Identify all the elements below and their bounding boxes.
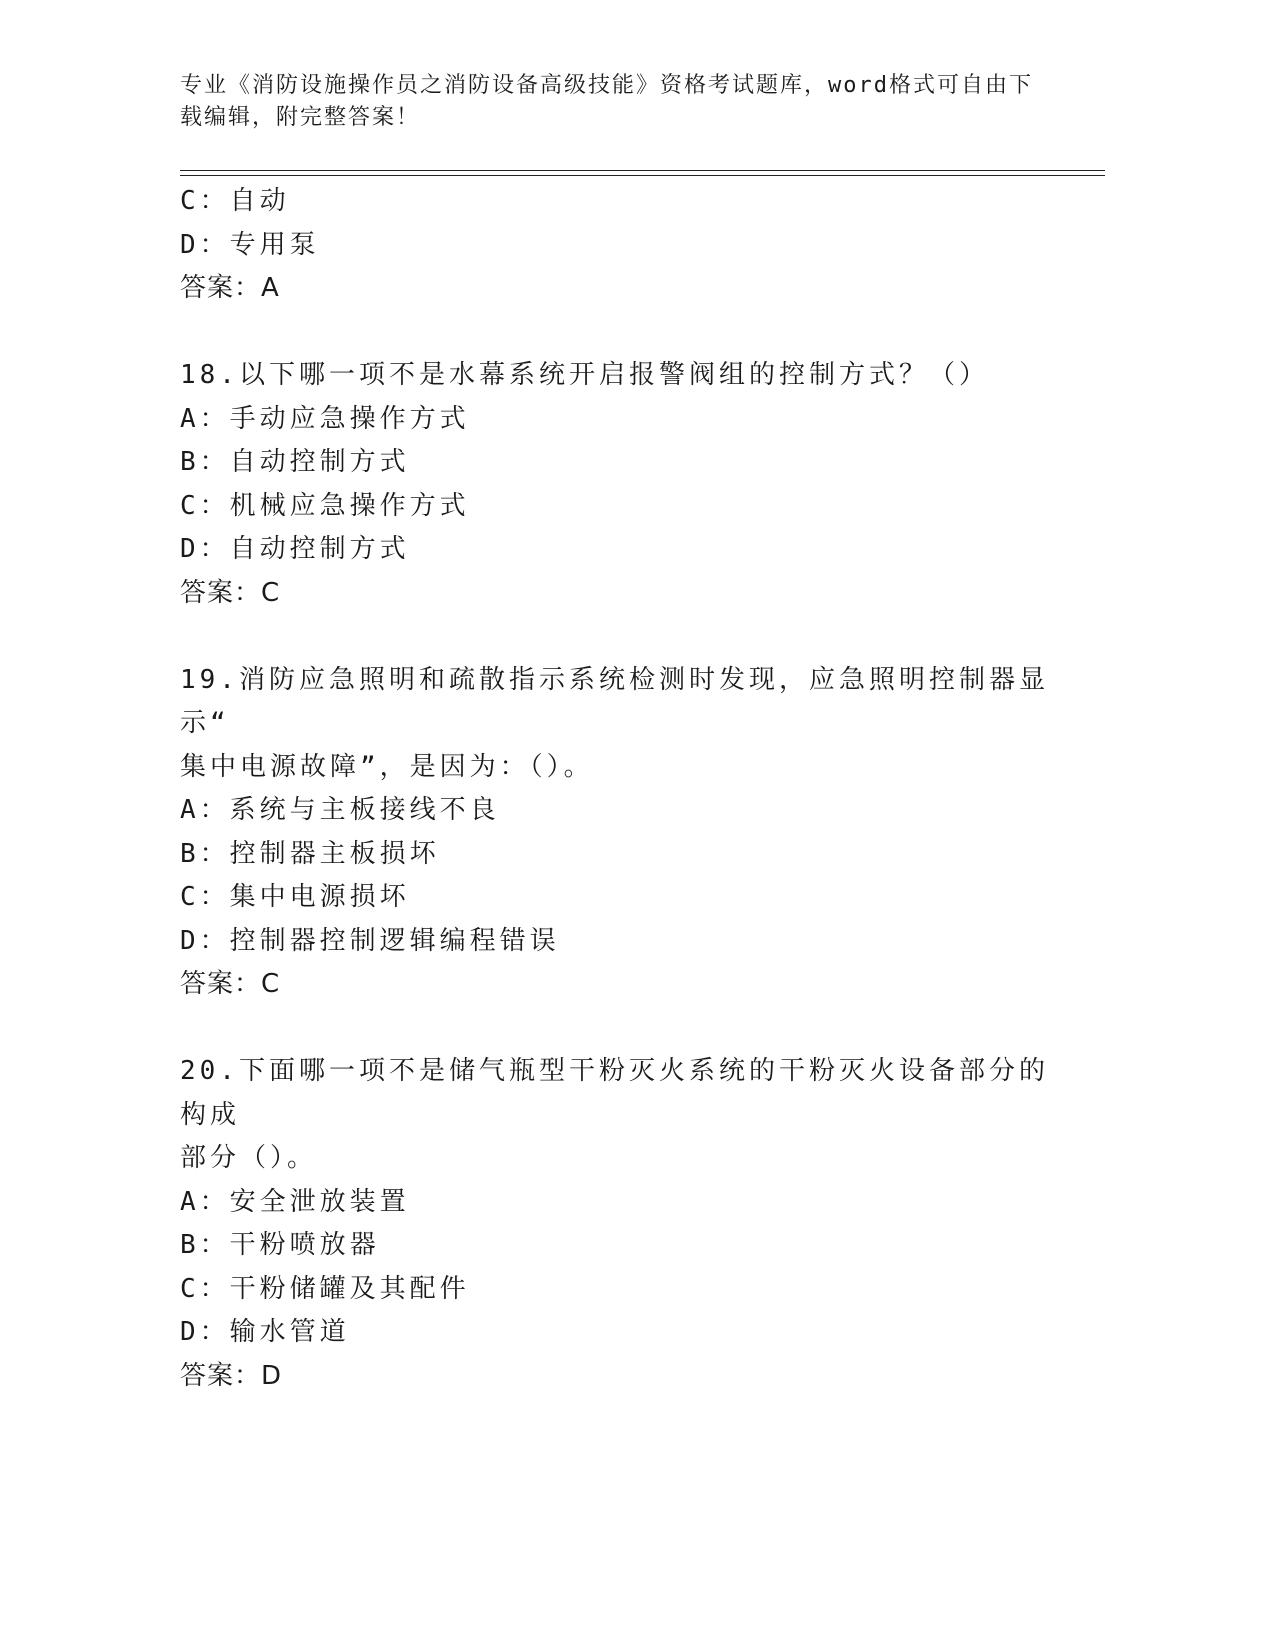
option-c: C：干粉储罐及其配件: [180, 1273, 470, 1304]
option-a: A：安全泄放装置: [180, 1186, 410, 1217]
option-d: D：专用泵: [180, 229, 320, 260]
carryover-question: [180, 180, 1060, 311]
answer-line: 答案：C: [180, 577, 281, 608]
answer-line: 答案：D: [180, 1360, 283, 1391]
option-b: B：干粉喷放器: [180, 1230, 380, 1260]
question-stem: 18.以下哪一项不是水幕系统开启报警阀组的控制方式？（）: [180, 360, 989, 390]
question-stem-line-1: 20.下面哪一项不是储气瓶型干粉灭火系统的干粉灭火设备部分的构成: [180, 1056, 1049, 1130]
spacer: [180, 615, 1060, 659]
question-19: [180, 659, 1060, 1007]
answer-line: 答案：C: [180, 969, 281, 999]
option-d: D：控制器控制逻辑编程错误: [180, 925, 560, 956]
question-20: [180, 1050, 1060, 1398]
header-divider-bottom: [180, 175, 1105, 176]
header-line-1: 专业《消防设施操作员之消防设备高级技能》资格考试题库，word格式可自由下: [180, 73, 1033, 98]
spacer: [180, 1007, 1060, 1051]
option-b: B：控制器主板损坏: [180, 838, 440, 869]
document-header: [180, 70, 1060, 134]
option-a: A：手动应急操作方式: [180, 403, 470, 434]
spacer: [180, 311, 1060, 355]
answer-line: 答案：A: [180, 273, 280, 303]
option-c: C：机械应急操作方式: [180, 490, 470, 521]
question-stem-line-2: 集中电源故障”，是因为：（）。: [180, 751, 594, 782]
option-b: B：自动控制方式: [180, 447, 410, 477]
question-stem-line-2: 部分（）。: [180, 1143, 318, 1173]
option-d: D：输水管道: [180, 1317, 350, 1347]
question-stem-line-1: 19.消防应急照明和疏散指示系统检测时发现，应急照明控制器显示“: [180, 664, 1049, 738]
header-line-2: 载编辑，附完整答案！: [180, 105, 421, 130]
option-a: A：系统与主板接线不良: [180, 795, 500, 825]
option-c: C：集中电源损坏: [180, 882, 410, 912]
header-divider-top: [180, 170, 1105, 171]
question-18: [180, 354, 1060, 615]
question-list: [180, 180, 1060, 1398]
option-c: C：自动: [180, 186, 290, 216]
option-d: D：自动控制方式: [180, 534, 410, 564]
